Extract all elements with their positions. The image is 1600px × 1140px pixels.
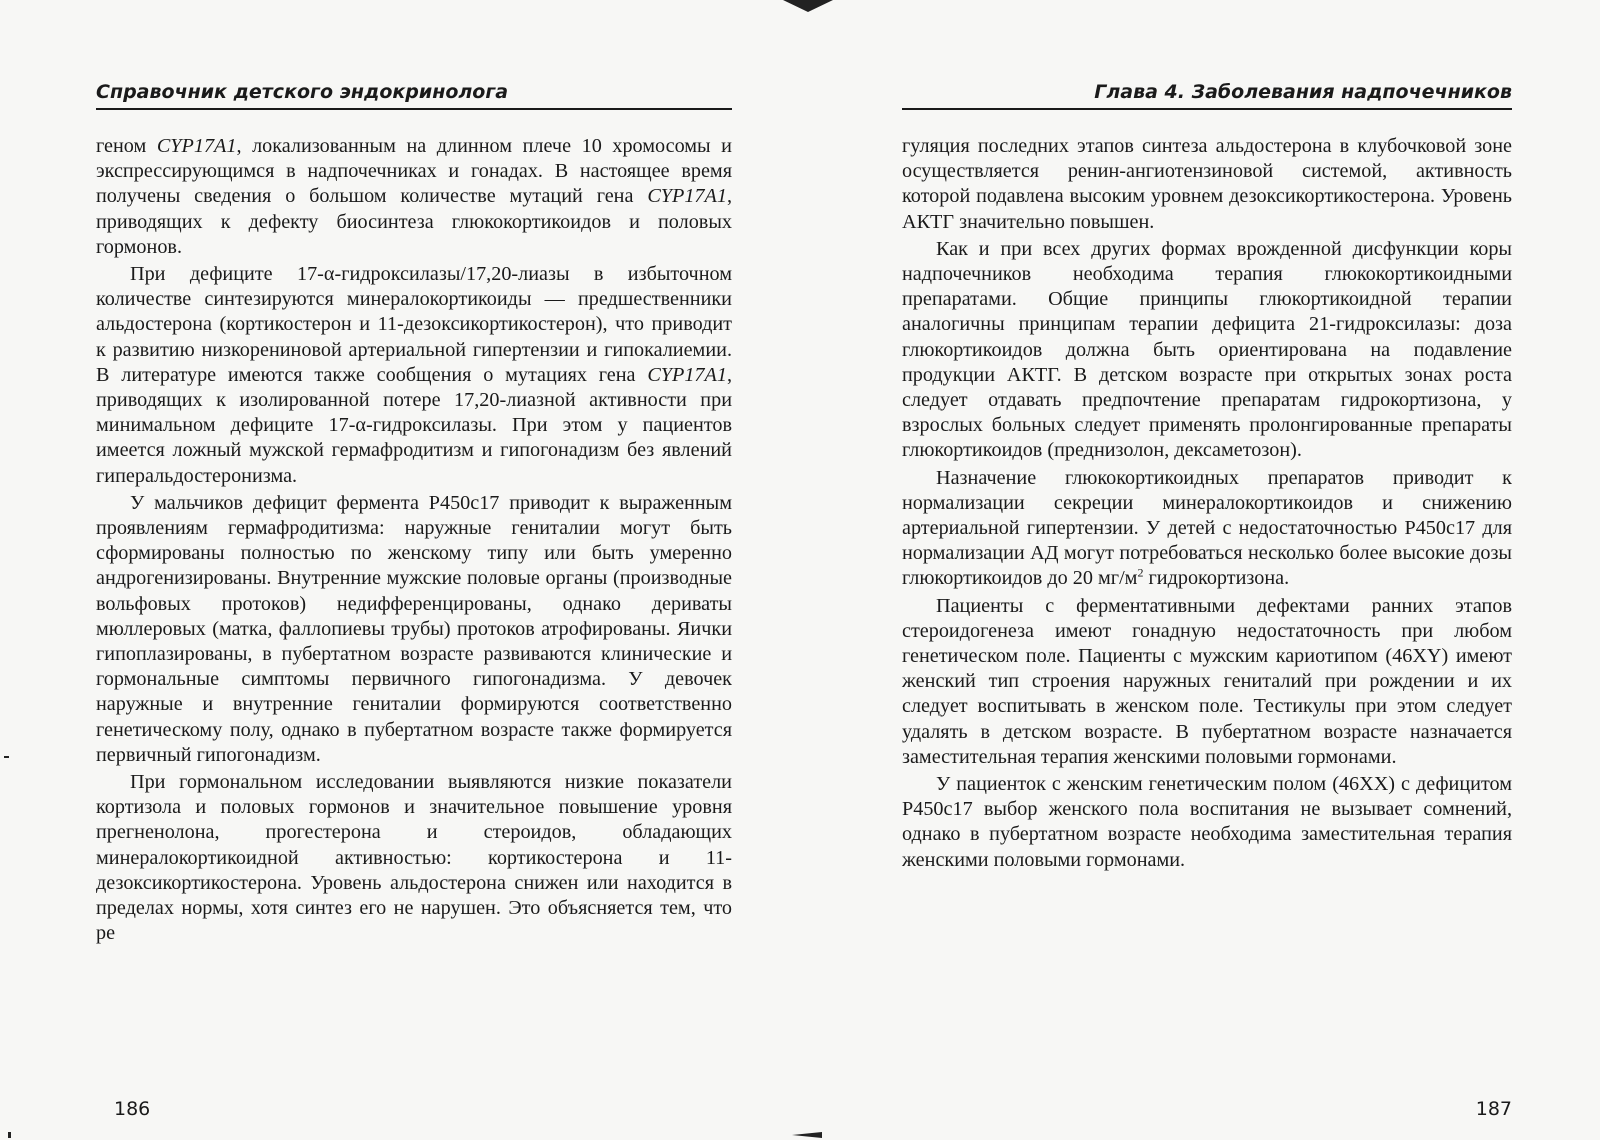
scan-artifact-top bbox=[783, 0, 833, 12]
left-page bbox=[96, 0, 732, 1140]
right-page-body bbox=[902, 134, 1512, 873]
scan-artifact-left-bottom bbox=[8, 1132, 11, 1138]
paragraph-text: , приводящих к дефекту биосинтеза глюкокортикоидов и половых гормонов. bbox=[96, 185, 732, 258]
page-number: 187 bbox=[1475, 1098, 1512, 1120]
gene-name: CYP17A1 bbox=[647, 185, 727, 208]
paragraph bbox=[96, 134, 732, 260]
superscript: 2 bbox=[1137, 565, 1144, 580]
paragraph-text: , локализованным на длинном плече 10 хромосомы и экспрессирующимся в надпочечниках и гонадах. В настоящее время получены сведения о большом количестве мутаций гена bbox=[96, 135, 732, 208]
scan-artifact-bottom bbox=[792, 1132, 822, 1138]
left-page-body bbox=[96, 134, 732, 947]
paragraph-text: При дефиците 17-α-гидроксилазы/17,20-лиазы в избыточном количестве синтезируются минералокортикоиды — предшественники альдостерона (кортикостерон и 11-дезоксикортикостерон), что приводит к развитию низкорениновой артериальной гипертензии и гипокалиемии. В литературе имеются также сообщения о мутациях гена bbox=[96, 263, 732, 386]
scan-artifact-left bbox=[4, 756, 9, 758]
paragraph: У мальчиков дефицит фермента P450c17 приводит к выраженным проявлениям гермафродитизма: наружные гениталии могут быть сформированы полностью по женскому типу или быть умеренно андрогенизированы. Внутренние мужские половые органы (производные вольфовых протоков) недифференцированы, однако дериваты мюллеровых (матка, фаллопиевы трубы) протоков атрофированы. Яички гипоплазированы, в пубертатном возрасте развиваются клинические и гормональные симптомы первичного гипогонадизма. У девочек наружные и внутренние гениталии формируются соответственно генетическому полу, однако в пубертатном возрасте также формируется первичный гипогонадизм. bbox=[96, 491, 732, 766]
paragraph: При гормональном исследовании выявляются низкие показатели кортизола и половых гормонов и значительное повышение уровня прегненолона, прогестерона и стероидов, обладающих минералокортикоидной активностью: кортикостерона и 11-дезоксикортикостерона. Уровень альдостерона снижен или находится в пределах нормы, хотя синтез его не нарушен. Это объясняется тем, что ре bbox=[96, 771, 732, 945]
paragraph: Пациенты с ферментативными дефектами ранних этапов стероидогенеза имеют гонадную недостаточность при любом генетическом поле. Пациенты с мужским кариотипом (46XY) имеют женский тип строения наружных гениталий при рождении и их следует воспитывать в женском поле. Тестикулы при этом следует удалять в детском возрасте. В пубертатном возрасте назначается заместительная терапия женскими половыми гормонами. bbox=[902, 594, 1512, 768]
running-head-chapter-title: Глава 4. Заболевания надпочечников bbox=[902, 80, 1512, 110]
right-page bbox=[902, 0, 1512, 1140]
paragraph-text: геном bbox=[96, 135, 157, 157]
running-head-book-title: Справочник детского эндокринолога bbox=[96, 80, 732, 110]
page-number: 186 bbox=[114, 1098, 151, 1120]
paragraph bbox=[96, 262, 732, 489]
paragraph bbox=[902, 466, 1512, 592]
gene-name: CYP17A1 bbox=[647, 363, 727, 386]
gene-name: CYP17A1 bbox=[156, 135, 237, 157]
paragraph: У пациенток с женским генетическим полом (46XX) с дефицитом P450c17 выбор женского пола воспитания не вызывает сомнений, однако в пубертатном возрасте необходима заместительная терапия женскими половыми гормонами. bbox=[902, 773, 1512, 871]
paragraph: Как и при всех других формах врожденной дисфункции коры надпочечников необходима терапия глюкокортикоидными препаратами. Общие принципы глюкортикоидной терапии аналогичны принципам терапии дефицита 21-гидроксилазы: доза глюкортикоидов должна быть ориентирована на подавление продукции АКТГ. В детском возрасте при открытых зонах роста следует отдавать предпочтение препаратам гидрокортизона, у взрослых больных следует применять пролонгированные препараты глюкортикоидов (преднизолон, дексаметозон). bbox=[902, 237, 1512, 462]
paragraph-text: , приводящих к изолированной потере 17,20-лиазной активности при минимальном дефиците 17-α-гидроксилазы. При этом у пациентов имеется ложный мужской гермафродитизм и гипогонадизм без явлений гиперальдостеронизма. bbox=[96, 363, 732, 487]
paragraph-text: Назначение глюкокортикоидных препаратов приводит к нормализации секреции минералокортикоидов и снижению артериальной гипертензии. У детей с недостаточностью P450c17 для нормализации АД могут потребоваться несколько более высокие дозы глюкортикоидов до 20 мг/м bbox=[902, 466, 1512, 590]
paragraph: гуляция последних этапов синтеза альдостерона в клубочковой зоне осуществляется ренин-ангиотензиновой системой, активность которой подавлена высоким уровнем дезоксикортикостерона. Уровень АКТГ значительно повышен. bbox=[902, 135, 1512, 233]
paragraph-text: гидрокортизона. bbox=[1143, 567, 1290, 590]
